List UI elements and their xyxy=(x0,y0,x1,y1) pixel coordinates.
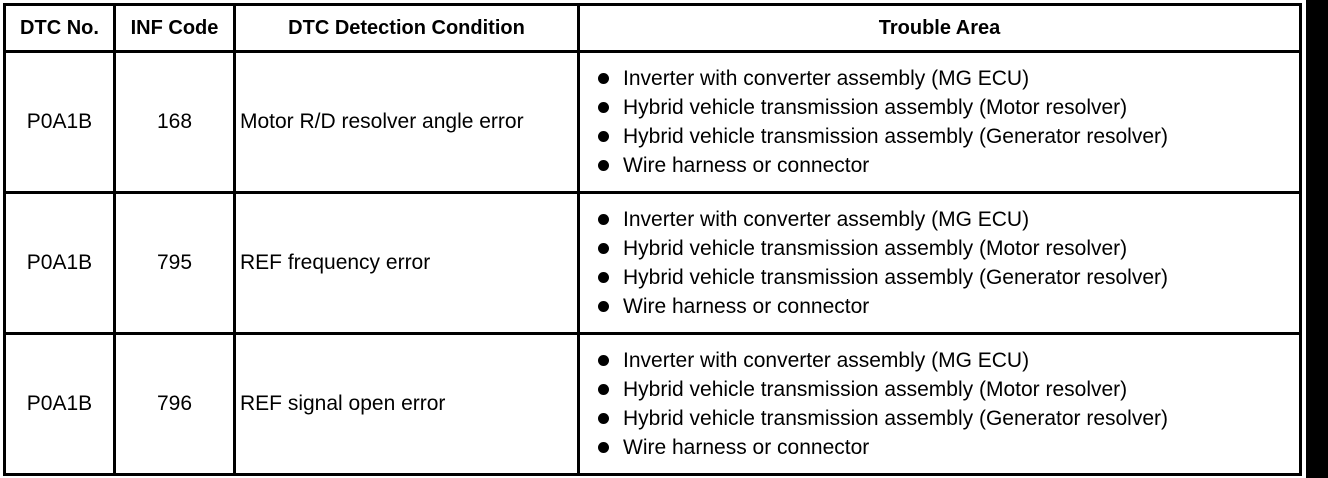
trouble-area-cell xyxy=(579,334,1301,475)
trouble-area-item xyxy=(598,64,1299,93)
bullet-icon xyxy=(598,73,609,84)
trouble-area-list xyxy=(580,346,1299,462)
table-row xyxy=(5,193,1301,334)
table-header-row xyxy=(5,5,1301,52)
trouble-area-item xyxy=(598,93,1299,122)
detection-condition-cell: Motor R/D resolver angle error xyxy=(235,52,579,193)
trouble-area-text: Wire harness or connector xyxy=(623,295,870,318)
bullet-icon xyxy=(598,301,609,312)
trouble-area-list xyxy=(580,64,1299,180)
right-edge-bar xyxy=(1306,0,1328,478)
dtc-no-cell: P0A1B xyxy=(5,52,115,193)
bullet-icon xyxy=(598,384,609,395)
bullet-icon xyxy=(598,272,609,283)
trouble-area-text: Inverter with converter assembly (MG ECU) xyxy=(623,208,1030,231)
inf-code-cell: 795 xyxy=(115,193,235,334)
trouble-area-text: Inverter with converter assembly (MG ECU) xyxy=(623,67,1030,90)
bullet-icon xyxy=(598,243,609,254)
bullet-icon xyxy=(598,442,609,453)
dtc-table xyxy=(3,3,1302,476)
trouble-area-item xyxy=(598,375,1299,404)
header-inf-code: INF Code xyxy=(115,5,235,52)
header-trouble-area: Trouble Area xyxy=(579,5,1301,52)
header-detection-condition: DTC Detection Condition xyxy=(235,5,579,52)
table-row xyxy=(5,334,1301,475)
trouble-area-text: Hybrid vehicle transmission assembly (Generator resolver) xyxy=(623,407,1169,430)
trouble-area-text: Wire harness or connector xyxy=(623,154,870,177)
bullet-icon xyxy=(598,102,609,113)
bullet-icon xyxy=(598,355,609,366)
trouble-area-text: Hybrid vehicle transmission assembly (Generator resolver) xyxy=(623,125,1169,148)
trouble-area-text: Inverter with converter assembly (MG ECU) xyxy=(623,349,1030,372)
trouble-area-item xyxy=(598,433,1299,462)
trouble-area-item xyxy=(598,205,1299,234)
trouble-area-cell xyxy=(579,52,1301,193)
trouble-area-text: Hybrid vehicle transmission assembly (Motor resolver) xyxy=(623,237,1128,260)
dtc-no-cell: P0A1B xyxy=(5,193,115,334)
trouble-area-text: Hybrid vehicle transmission assembly (Generator resolver) xyxy=(623,266,1169,289)
trouble-area-item xyxy=(598,346,1299,375)
bullet-icon xyxy=(598,160,609,171)
trouble-area-text: Hybrid vehicle transmission assembly (Motor resolver) xyxy=(623,96,1128,119)
trouble-area-cell xyxy=(579,193,1301,334)
trouble-area-item xyxy=(598,263,1299,292)
detection-condition-cell: REF signal open error xyxy=(235,334,579,475)
trouble-area-item xyxy=(598,292,1299,321)
trouble-area-text: Hybrid vehicle transmission assembly (Motor resolver) xyxy=(623,378,1128,401)
inf-code-cell: 168 xyxy=(115,52,235,193)
bullet-icon xyxy=(598,131,609,142)
trouble-area-item xyxy=(598,151,1299,180)
trouble-area-text: Wire harness or connector xyxy=(623,436,870,459)
inf-code-cell: 796 xyxy=(115,334,235,475)
bullet-icon xyxy=(598,214,609,225)
trouble-area-list xyxy=(580,205,1299,321)
bullet-icon xyxy=(598,413,609,424)
trouble-area-item xyxy=(598,122,1299,151)
trouble-area-item xyxy=(598,234,1299,263)
header-dtc-no: DTC No. xyxy=(5,5,115,52)
trouble-area-item xyxy=(598,404,1299,433)
detection-condition-cell: REF frequency error xyxy=(235,193,579,334)
dtc-no-cell: P0A1B xyxy=(5,334,115,475)
table-row xyxy=(5,52,1301,193)
